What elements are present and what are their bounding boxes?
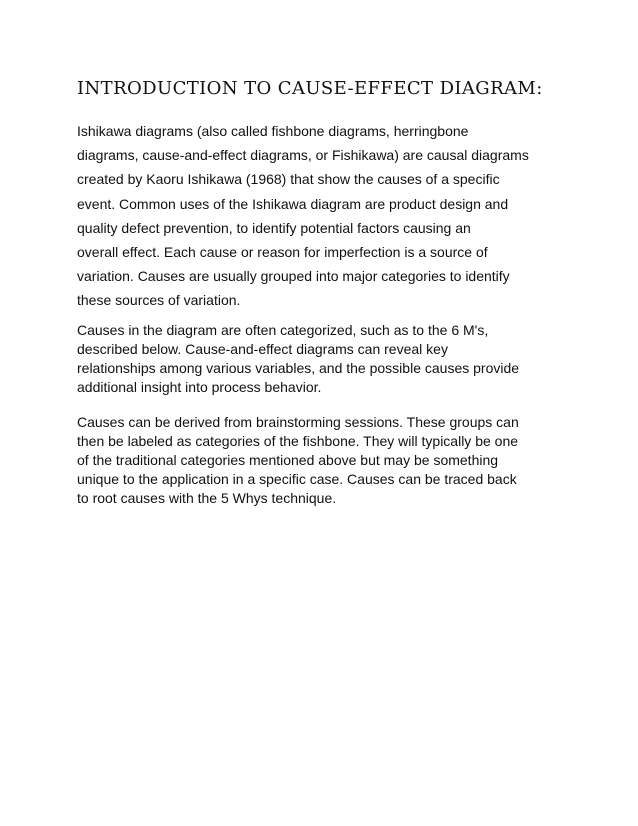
paragraph-brainstorming <box>77 413 567 508</box>
text-line: event. Common uses of the Ishikawa diagram are product design and <box>77 195 509 212</box>
text-line: of the traditional categories mentioned above but may be something <box>77 452 499 468</box>
text-line: overall effect. Each cause or reason for imperfection is a source of <box>77 244 488 261</box>
text-line: described below. Cause-and-effect diagrams can reveal key <box>77 341 448 357</box>
text-line: diagrams, cause-and-effect diagrams, or Fishikawa) are causal diagrams <box>77 147 529 164</box>
text-line: additional insight into process behavior. <box>77 379 322 395</box>
text-line: then be labeled as categories of the fishbone. They will typically be one <box>77 433 519 449</box>
text-line: to root causes with the 5 Whys technique. <box>77 490 337 506</box>
text-line: unique to the application in a specific case. Causes can be traced back <box>77 471 517 487</box>
text-line: Causes in the diagram are often categorized, such as to the 6 M's, <box>77 322 489 338</box>
text-line: Causes can be derived from brainstorming sessions. These groups can <box>77 414 519 430</box>
text-line: these sources of variation. <box>77 292 241 309</box>
paragraph-categories <box>77 321 567 397</box>
page-title: INTRODUCTION TO CAUSE-EFFECT DIAGRAM: <box>77 78 543 99</box>
text-line: created by Kaoru Ishikawa (1968) that show the causes of a specific <box>77 171 500 188</box>
text-line: relationships among various variables, and the possible causes provide <box>77 360 520 376</box>
text-line: Ishikawa diagrams (also called fishbone diagrams, herringbone <box>77 123 469 139</box>
text-line: variation. Causes are usually grouped into major categories to identify <box>77 268 510 285</box>
paragraph-ishikawa-intro <box>77 119 567 313</box>
text-line: quality defect prevention, to identify potential factors causing an <box>77 219 471 236</box>
